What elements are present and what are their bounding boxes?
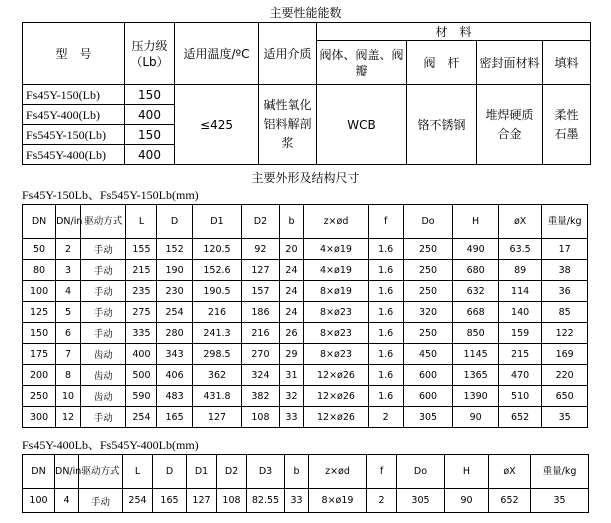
table-row	[23, 239, 588, 260]
table-cell: 320	[403, 302, 453, 323]
seal-material-value: 堆焊硬质合金	[477, 85, 543, 165]
table-cell: 632	[453, 281, 499, 302]
table-cell: 500	[126, 365, 157, 386]
table-cell: 362	[192, 365, 242, 386]
table-cell: 680	[453, 260, 499, 281]
table-cell: 169	[542, 344, 588, 365]
400-header-cell: Do	[397, 455, 445, 489]
table-cell: 431.8	[192, 386, 242, 407]
table-cell: 152	[157, 239, 192, 260]
table-cell: 2	[56, 239, 81, 260]
table-cell: 4	[56, 281, 81, 302]
table-cell: 3	[56, 260, 81, 281]
table-cell: 12×ø26	[304, 386, 368, 407]
400-header-cell: H	[445, 455, 489, 489]
stem-material-value: 铬不锈钢	[407, 85, 477, 165]
table-cell: 1.6	[368, 365, 403, 386]
table-cell: 1145	[453, 344, 499, 365]
table-cell: 150	[23, 323, 56, 344]
400-header-cell: D2	[217, 455, 247, 489]
table-cell: 652	[498, 407, 541, 428]
table-cell: 31	[279, 365, 304, 386]
table-cell: 100	[23, 281, 56, 302]
table-row	[23, 365, 588, 386]
400-header-cell: D1	[187, 455, 217, 489]
table-cell: 300	[23, 407, 56, 428]
table-cell: 82.55	[247, 489, 285, 513]
table-cell: 250	[23, 386, 56, 407]
150-header-cell: D	[157, 205, 192, 239]
table-row	[23, 386, 588, 407]
table-cell: 29	[279, 344, 304, 365]
table-cell: 850	[453, 323, 499, 344]
table-cell: 手动	[80, 407, 126, 428]
400-header-cell: DN	[23, 455, 55, 489]
body-material-value: WCB	[317, 85, 407, 165]
400-header-cell: DN/in	[55, 455, 79, 489]
header-pressure: 压力级（Lb）	[125, 23, 175, 85]
table-cell: 齿动	[80, 344, 126, 365]
table-cell: 手动	[79, 489, 123, 513]
table-cell: 24	[279, 302, 304, 323]
400-header-cell: f	[367, 455, 397, 489]
150-header-cell: 驱动方式	[80, 205, 126, 239]
table-cell: 手动	[80, 260, 126, 281]
table-cell: 215	[498, 344, 541, 365]
table-cell: 590	[126, 386, 157, 407]
table-cell: 38	[542, 260, 588, 281]
400-header-cell: L	[123, 455, 153, 489]
table-cell: 406	[157, 365, 192, 386]
model-cell: Fs545Y-400(Lb)	[23, 145, 125, 165]
table-cell: 470	[498, 365, 541, 386]
table-cell: 510	[498, 386, 541, 407]
performance-table	[22, 22, 591, 165]
table-cell: 254	[157, 302, 192, 323]
table-cell: 450	[403, 344, 453, 365]
header-materials: 材 料	[317, 23, 591, 41]
table-cell: 1.6	[368, 239, 403, 260]
400-header-cell: D	[153, 455, 187, 489]
table-cell: 36	[542, 281, 588, 302]
table-cell: 157	[242, 281, 279, 302]
table-cell: 12×ø26	[304, 365, 368, 386]
table-cell: 190.5	[192, 281, 242, 302]
150-header-cell: H	[453, 205, 499, 239]
model-cell: Fs45Y-400(Lb)	[23, 105, 125, 125]
table-cell: 254	[126, 407, 157, 428]
table-cell: 33	[285, 489, 309, 513]
table-cell: 490	[453, 239, 499, 260]
table-cell: 108	[242, 407, 279, 428]
header-medium: 适用介质	[259, 23, 317, 85]
table-cell: 215	[126, 260, 157, 281]
table-cell: 125	[23, 302, 56, 323]
table-cell: 1.6	[368, 323, 403, 344]
table-cell: 305	[397, 489, 445, 513]
table-row	[23, 281, 588, 302]
table-cell: 1365	[453, 365, 499, 386]
table-cell: 230	[157, 281, 192, 302]
table-cell: 275	[126, 302, 157, 323]
table-cell: 8×ø23	[304, 323, 368, 344]
table-cell: 127	[192, 407, 242, 428]
model-cell: Fs45Y-150(Lb)	[23, 85, 125, 105]
table-cell: 24	[279, 281, 304, 302]
table-cell: 90	[445, 489, 489, 513]
table-cell: 32	[279, 386, 304, 407]
table-cell: 241.3	[192, 323, 242, 344]
table-row	[23, 344, 588, 365]
model-cell: Fs545Y-150(Lb)	[23, 125, 125, 145]
table-cell: 63.5	[498, 239, 541, 260]
table-cell: 250	[403, 239, 453, 260]
400-header-cell: øX	[489, 455, 531, 489]
table-cell: 50	[23, 239, 56, 260]
table-cell: 85	[542, 302, 588, 323]
table-cell: 92	[242, 239, 279, 260]
table-cell: 4×ø19	[304, 260, 368, 281]
performance-title: 主要性能能数	[269, 6, 342, 20]
medium-value: 碱性氧化铝料解剖浆	[259, 85, 317, 165]
table-cell: 324	[242, 365, 279, 386]
table-cell: 20	[279, 239, 304, 260]
table-row	[23, 323, 588, 344]
table-cell: 114	[498, 281, 541, 302]
table-cell: 400	[126, 344, 157, 365]
table-cell: 280	[157, 323, 192, 344]
pressure-cell: 400	[125, 105, 175, 125]
table-cell: 90	[453, 407, 499, 428]
table-cell: 2	[368, 407, 403, 428]
table-cell: 483	[157, 386, 192, 407]
table-cell: 270	[242, 344, 279, 365]
table-row	[23, 302, 588, 323]
400-header-cell: 驱动方式	[79, 455, 123, 489]
packing-value: 柔性石墨	[543, 85, 591, 165]
table-cell: 120.5	[192, 239, 242, 260]
table-cell: 668	[453, 302, 499, 323]
table-row	[23, 489, 589, 513]
table-cell: 600	[403, 386, 453, 407]
table-cell: 1.6	[368, 281, 403, 302]
table-cell: 4	[55, 489, 79, 513]
table-cell: 80	[23, 260, 56, 281]
table-cell: 1.6	[368, 260, 403, 281]
400-header-cell: D3	[247, 455, 285, 489]
table-cell: 216	[192, 302, 242, 323]
table-row	[23, 260, 588, 281]
table-cell: 手动	[80, 281, 126, 302]
table-cell: 254	[123, 489, 153, 513]
400-header-cell: b	[285, 455, 309, 489]
header-model: 型 号	[23, 23, 125, 85]
table-cell: 165	[153, 489, 187, 513]
table-cell: 305	[403, 407, 453, 428]
table-cell: 343	[157, 344, 192, 365]
table-cell: 8×ø19	[304, 281, 368, 302]
table-cell: 250	[403, 281, 453, 302]
table-cell: 250	[403, 260, 453, 281]
table-cell: 12	[56, 407, 81, 428]
table-cell: 8×ø23	[304, 302, 368, 323]
table-cell: 200	[23, 365, 56, 386]
table-cell: 216	[242, 323, 279, 344]
table-cell: 手动	[80, 239, 126, 260]
150-header-cell: D2	[242, 205, 279, 239]
150-header-cell: D1	[192, 205, 242, 239]
400-header-cell: 重量/kg	[531, 455, 589, 489]
table-cell: 159	[498, 323, 541, 344]
150-header-cell: DN	[23, 205, 56, 239]
dimensions-table-150lb	[22, 204, 588, 428]
table-row	[23, 407, 588, 428]
150-header-cell: øX	[498, 205, 541, 239]
table-cell: 335	[126, 323, 157, 344]
table-cell: 8	[56, 365, 81, 386]
table-cell: 382	[242, 386, 279, 407]
pressure-cell: 150	[125, 125, 175, 145]
table-cell: 12×ø26	[304, 407, 368, 428]
table-cell: 155	[126, 239, 157, 260]
table-cell: 152.6	[192, 260, 242, 281]
header-seal: 密封面材料	[477, 41, 543, 85]
table-cell: 298.5	[192, 344, 242, 365]
150-header-cell: b	[279, 205, 304, 239]
table-cell: 186	[242, 302, 279, 323]
table-cell: 122	[542, 323, 588, 344]
table-cell: 1390	[453, 386, 499, 407]
150-header-cell: f	[368, 205, 403, 239]
150-header-cell: z×ød	[304, 205, 368, 239]
subtitle-150lb: Fs45Y-150Lb、Fs545Y-150Lb(mm)	[22, 188, 199, 202]
table-cell: 127	[187, 489, 217, 513]
table-cell: 35	[531, 489, 589, 513]
table-cell: 8×ø19	[309, 489, 367, 513]
header-stem: 阀 杆	[407, 41, 477, 85]
table-cell: 100	[23, 489, 55, 513]
header-packing: 填料	[543, 41, 591, 85]
table-cell: 652	[489, 489, 531, 513]
table-cell: 2	[367, 489, 397, 513]
pressure-cell: 400	[125, 145, 175, 165]
table-cell: 齿动	[80, 386, 126, 407]
150-header-cell: 重量/kg	[542, 205, 588, 239]
table-cell: 8×ø23	[304, 344, 368, 365]
table-cell: 250	[403, 323, 453, 344]
header-temp: 适用温度/ºC	[175, 23, 259, 85]
table-cell: 140	[498, 302, 541, 323]
150-header-cell: DN/in	[56, 205, 81, 239]
table-cell: 26	[279, 323, 304, 344]
table-cell: 7	[56, 344, 81, 365]
table-cell: 220	[542, 365, 588, 386]
dimensions-table-400lb	[22, 454, 589, 513]
table-cell: 24	[279, 260, 304, 281]
table-cell: 33	[279, 407, 304, 428]
150-header-cell: L	[126, 205, 157, 239]
150-header-cell: Do	[403, 205, 453, 239]
table-cell: 1.6	[368, 302, 403, 323]
subtitle-400lb: Fs45Y-400Lb、Fs545Y-400Lb(mm)	[22, 438, 199, 452]
table-cell: 4×ø19	[304, 239, 368, 260]
table-cell: 6	[56, 323, 81, 344]
pressure-cell: 150	[125, 85, 175, 105]
table-cell: 齿动	[80, 365, 126, 386]
table-cell: 手动	[80, 302, 126, 323]
temp-value: ≤425	[175, 85, 259, 165]
table-cell: 5	[56, 302, 81, 323]
table-cell: 1.6	[368, 344, 403, 365]
dimensions-title: 主要外形及结构尺寸	[251, 171, 360, 185]
table-cell: 89	[498, 260, 541, 281]
table-cell: 175	[23, 344, 56, 365]
table-cell: 190	[157, 260, 192, 281]
table-cell: 1.6	[368, 386, 403, 407]
header-body-material: 阀体、阀盖、阀瓣	[317, 41, 407, 85]
table-cell: 手动	[80, 323, 126, 344]
table-cell: 127	[242, 260, 279, 281]
400-header-cell: z×ød	[309, 455, 367, 489]
table-cell: 10	[56, 386, 81, 407]
table-cell: 235	[126, 281, 157, 302]
table-cell: 165	[157, 407, 192, 428]
table-cell: 17	[542, 239, 588, 260]
table-cell: 108	[217, 489, 247, 513]
table-cell: 600	[403, 365, 453, 386]
table-cell: 650	[542, 386, 588, 407]
table-cell: 35	[542, 407, 588, 428]
